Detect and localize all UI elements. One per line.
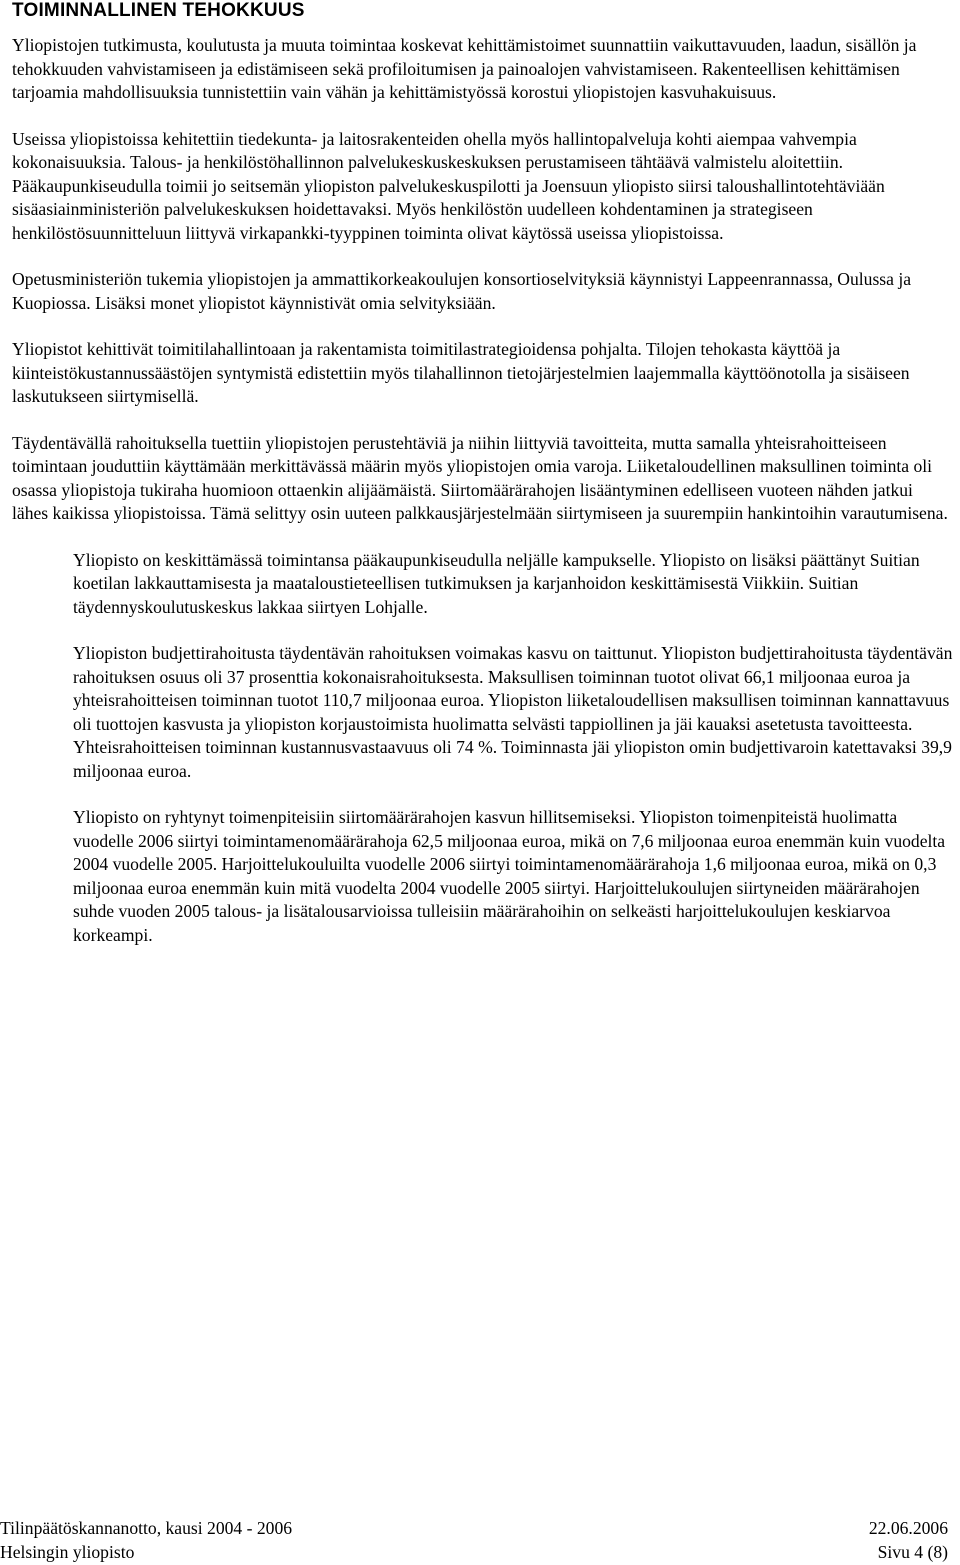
section-heading: TOIMINNALLINEN TEHOKKUUS xyxy=(12,0,305,21)
paragraph-budget-funding: Yliopiston budjettirahoitusta täydentävän rahoituksen voimakas kasvu on taittunut. Yliopiston budjettirahoitusta täydentävän rahoituksen osuus oli 37 prosenttia kokonaisrahoituksesta. Maksullisen toiminnan tuotot olivat 66,1 miljoonaa euroa ja yhteisrahoitteisen toiminnan tuotot 110,7 miljoonaa euroa. Yliopiston liiketaloudellisen maksullisen toiminnan kannattavuus oli tuottojen kasvusta ja yliopiston korjaustoimista huolimatta selvästi tappiollinen ja jäi kauaksi asetetusta tavoitteesta. Yhteisrahoitteisen toiminnan kustannusvastaavuus oli 74 %. Toiminnasta jäi yliopiston omin budjettivaroin katettavaksi 39,9 miljoonaa euroa. xyxy=(73,643,953,781)
document-page xyxy=(12,0,952,947)
paragraph-consortium-studies: Opetusministeriön tukemia yliopistojen ja ammattikorkeakoulujen konsortioselvityksiä käynnistyi Lappeenrannassa, Oulussa ja Kuopiossa. Lisäksi monet yliopistot käynnistivät omia selvityksiään. xyxy=(12,269,912,313)
paragraph-campus-concentration: Yliopisto on keskittämässä toimintansa pääkaupunkiseudulla neljälle kampukselle. Yliopisto on lisäksi päättänyt Suitian koetilan lakkauttamisesta ja maataloustieteellisen tutkimuksen ja karjanhoidon keskittämisestä Viikkiin. Suitian täydennyskoulutuskeskus lakkaa siirtyen Lohjalle. xyxy=(73,549,920,617)
footer-document-title: Tilinpäätöskannanotto, kausi 2004 - 2006 xyxy=(0,1518,293,1538)
paragraph-supplementary-funding: Täydentävällä rahoituksella tuettiin yliopistojen perustehtäviä ja niihin liittyviä tavoitteita, mutta samalla yhteisrahoitteiseen toimintaan jouduttiin käyttämään merkittävässä määrin myös yliopistojen omia varoja. Liiketaloudellinen maksullinen toiminta oli osassa yliopistoja tukiraha huomioon ottaenkin alijäämäistä. Siirtomäärärahojen lisääntyminen edelliseen vuoteen nähden jatkui lähes kaikissa yliopistoissa. Tämä selittyy osin uuteen palkkausjärjestelmään siirtymiseen ja suurempiin hankintoihin varautumisena. xyxy=(12,432,948,523)
paragraph-carryover-appropriations: Yliopisto on ryhtynyt toimenpiteisiin siirtomäärärahojen kasvun hillitsemiseksi. Yliopiston toimenpiteistä huolimatta vuodelle 2006 siirtyi toimintamenomäärärahoja 62,5 miljoonaa euroa, mikä on 7,6 miljoonaa euroa enemmän kuin vuodelta 2004 vuodelle 2005. Harjoittelukouluilta vuodelle 2006 siirtyi toimintamenomäärärahoja 1,6 miljoonaa euroa, mikä on 0,3 miljoonaa euroa enemmän kuin mitä vuodelta 2004 vuodelle 2005 siirtyi. Harjoittelukoulujen siirtyneiden määrärahojen suhde vuoden 2005 talous- ja lisätalousarvioissa tulleisiin määrärahoihin on selkeästi harjoittelukoulujen keskiarvoa korkeampi. xyxy=(73,807,946,945)
footer-date: 22.06.2006 xyxy=(868,1518,948,1538)
footer-organization: Helsingin yliopisto xyxy=(0,1542,135,1562)
paragraph-development-measures: Yliopistojen tutkimusta, koulutusta ja muuta toimintaa koskevat kehittämistoimet suunnattiin vaikuttavuuden, laadun, sisällön ja tehokkuuden vahvistamiseen ja edistämiseen sekä profiloitumisen ja painoalojen vahvistamiseen. Rakenteellisen kehittämisen tarjoamia mahdollisuuksia tunnistettiin vain vähän ja kehittämistyössä korostui yliopistojen kasvuhakuisuus. xyxy=(12,35,917,102)
footer-row-1 xyxy=(0,1516,948,1540)
paragraph-facilities-management: Yliopistot kehittivät toimitilahallintoaan ja rakentamista toimitilastrategioidensa pohjalta. Tilojen tehokasta käyttöä ja kiinteistökustannussäästöjen syntymistä edistettiin myös tilahallinnon tietojärjestelmien laajemmalla käyttöönotolla ja sisäiseen laskutukseen siirtymisellä. xyxy=(12,339,910,406)
footer-row-2 xyxy=(0,1540,948,1564)
page-footer xyxy=(0,1516,948,1564)
paragraph-administrative-services: Useissa yliopistoissa kehitettiin tiedekunta- ja laitosrakenteiden ohella myös hallintopalveluja kohti aiempaa vahvempia kokonaisuuksia. Talous- ja henkilöstöhallinnon palvelukeskuskeskuksen perustamiseen tähtäävä valmistelu aloitettiin. Pääkaupunkiseudulla toimii jo seitsemän yliopiston palvelukeskuspilotti ja Joensuun yliopisto siirsi taloushallintotehtäviään sisäasiainministeriön palvelukeskuksen hoidettavaksi. Myös henkilöstön uudelleen kohdentaminen ja strategiseen henkilöstösuunnitteluun liittyvä virkapankki-tyyppinen toiminta olivat käytössä useissa yliopistoissa. xyxy=(12,128,885,243)
footer-page-number: Sivu 4 (8) xyxy=(877,1542,948,1562)
